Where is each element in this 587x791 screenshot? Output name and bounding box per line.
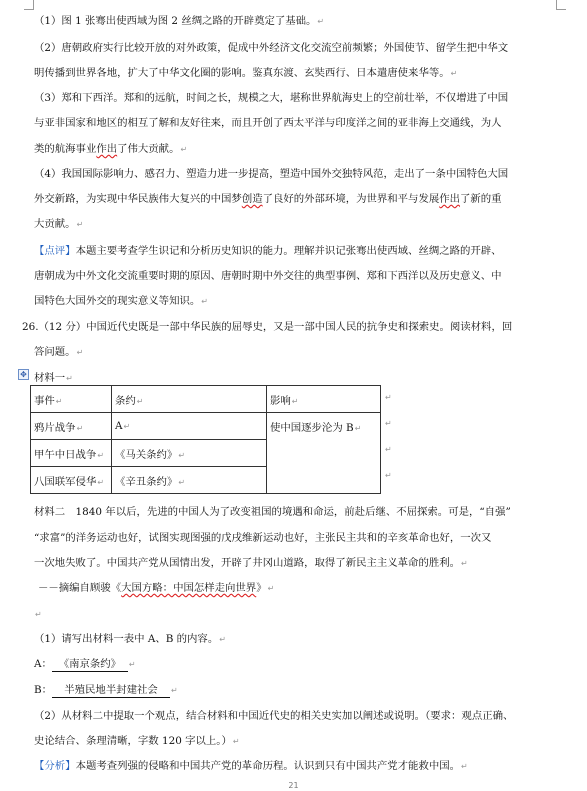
text-line: （2）从材料二中提取一个观点，结合材料和中国近代史的相关史实加以阐述或说明。（要求：观点正确、 bbox=[34, 710, 514, 722]
answer-a: A： 《南京条约》 ↵ bbox=[34, 658, 136, 670]
crop-mark-top-right bbox=[556, 0, 566, 10]
page-number: 21 bbox=[288, 781, 299, 790]
cell-treaty: 《辛丑条约》↵ bbox=[112, 467, 267, 494]
answer-b: B： 半殖民地半封建社会 ↵ bbox=[34, 684, 178, 696]
cell-treaty: 《马关条约》↵ bbox=[112, 440, 267, 467]
text-line: 【点评】本题主要考查学生识记和分析历史知识的能力。理解并识记张骞出使西域、丝绸之路的开辟、 bbox=[34, 245, 502, 257]
cell-treaty: A↵ bbox=[112, 413, 267, 440]
answer-line-6: 类的航海事业作出了伟大贡献。↵ bbox=[34, 143, 188, 155]
text-line: （2）唐朝政府实行比较开放的对外政策，促成中外经济文化交流空前频繁；外国使节、留学生把中华文 bbox=[34, 42, 509, 54]
text-line: 材料一↵ bbox=[34, 372, 73, 384]
text-line: 唐朝成为中外文化交流重要时期的原因、唐朝时期中外交往的典型事例、郑和下西洋以及历史意义、中 bbox=[34, 270, 502, 282]
text-line: “求富”的洋务运动也好，试图实现图强的戊戌维新运动也好，主张民主共和的辛亥革命也好，一次又 bbox=[34, 532, 492, 544]
header-event: 事件↵ bbox=[31, 386, 112, 413]
table-move-handle-icon[interactable]: ✥ bbox=[18, 369, 29, 380]
text-line: 材料二 1840 年以后，先进的中国人为了改变祖国的境遇和命运，前赴后继、不屈探索。可是，“自强” bbox=[34, 506, 511, 518]
cell-event: 甲午中日战争↵ bbox=[31, 440, 112, 467]
source-citation: －－摘编自顾骏《大国方略：中国怎样走向世界》↵ bbox=[38, 582, 275, 594]
answer-line-9: 大贡献。↵ bbox=[34, 218, 84, 230]
crop-mark-top-left bbox=[24, 0, 34, 10]
text-line: 国特色大国外交的现实意义等知识。↵ bbox=[34, 295, 208, 307]
material-one-table bbox=[30, 385, 381, 494]
row-end-mark: ↵ bbox=[385, 471, 392, 480]
text-line: （1）图 1 张骞出使西域为图 2 丝绸之路的开辟奠定了基础。↵ bbox=[34, 15, 325, 27]
text-line: 史论结合、条理清晰，字数 120 字以上。）↵ bbox=[34, 735, 240, 747]
text-line: （4）我国国际影响力、感召力、塑造力进一步提高，塑造中国外交独特风范，走出了一条中国特色大国 bbox=[34, 168, 509, 180]
header-treaty: 条约↵ bbox=[112, 386, 267, 413]
text-line: 答问题。↵ bbox=[34, 346, 84, 358]
row-end-mark: ↵ bbox=[385, 445, 392, 454]
row-end-mark: ↵ bbox=[385, 393, 392, 402]
text-line: 与亚非国家和地区的相互了解和友好往来，而且开创了西太平洋与印度洋之间的亚非海上交通线，为人 bbox=[34, 117, 502, 129]
cell-event: 鸦片战争↵ bbox=[31, 413, 112, 440]
header-impact: 影响↵ bbox=[267, 386, 381, 413]
analysis-line: 【分析】本题考查列强的侵略和中国共产党的革命历程。认识到只有中国共产党才能救中国。↵ bbox=[34, 760, 468, 772]
cell-impact: 使中国逐步沦为 B↵ bbox=[267, 413, 381, 494]
text-line: 一次地失败了。中国共产党从国情出发，开辟了井冈山道路，取得了新民主主义革命的胜利。↵ bbox=[34, 557, 468, 569]
text-line: （1）请写出材料一表中 A、B 的内容。↵ bbox=[34, 633, 226, 645]
cell-event: 八国联军侵华↵ bbox=[31, 467, 112, 494]
row-end-mark: ↵ bbox=[385, 419, 392, 428]
table-row bbox=[31, 413, 381, 440]
text-line: （3）郑和下西洋。郑和的远航，时间之长，规模之大，堪称世界航海史上的空前壮举，不仅增进了中国 bbox=[34, 92, 509, 104]
text-line: 26.（12 分）中国近代史既是一部中华民族的屈辱史，又是一部中国人民的抗争史和探索史。阅读材料，回 bbox=[22, 321, 513, 333]
text-line: 明传播到世界各地，扩大了中华文化圈的影响。鉴真东渡、玄奘西行、日本遣唐使来华等。↵ bbox=[34, 67, 458, 79]
answer-line-8: 外交新路，为实现中华民族伟大复兴的中国梦创造了良好的外部环境，为世界和平与发展作出了新的重 bbox=[34, 193, 502, 205]
empty-paragraph: ↵ bbox=[35, 610, 42, 619]
table-header-row bbox=[31, 386, 381, 413]
